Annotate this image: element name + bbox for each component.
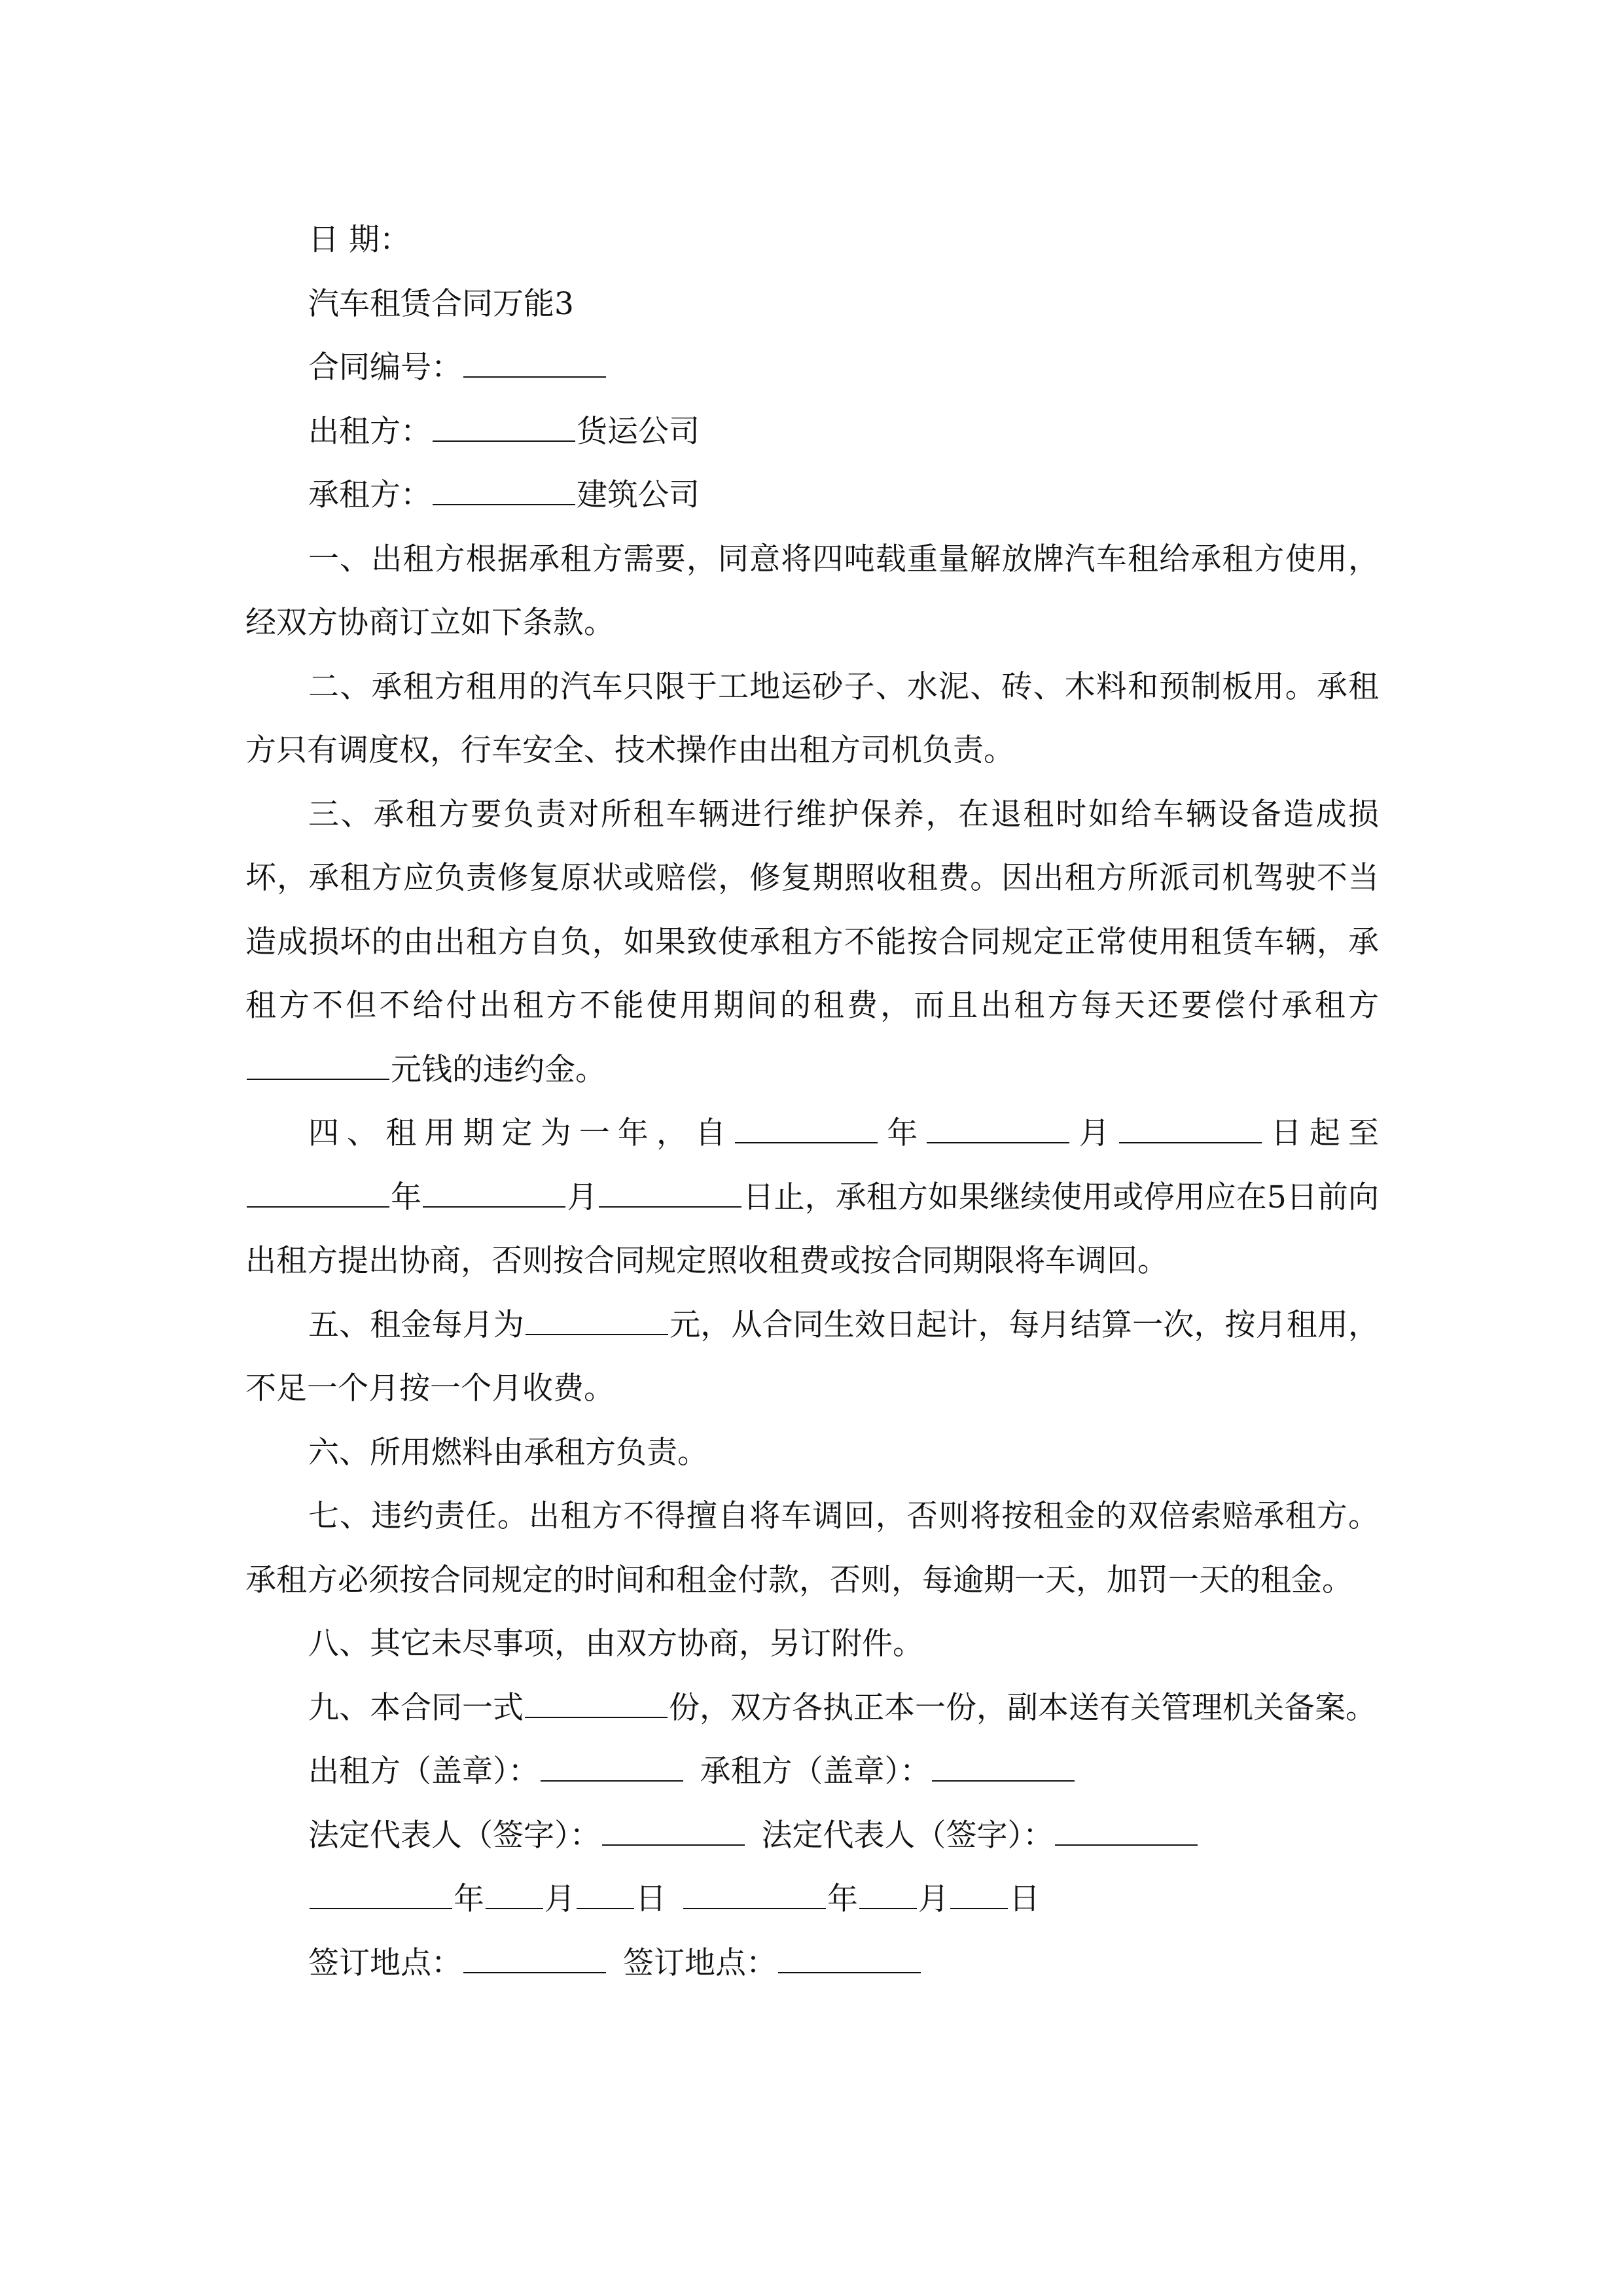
year-label: 年 [879, 1115, 926, 1151]
lessor-sign-month-blank[interactable] [486, 1876, 543, 1909]
sign-date-line [245, 1867, 1379, 1931]
lessee-place-blank[interactable] [778, 1939, 921, 1973]
lessor-label: 出租方： [308, 413, 431, 450]
start-day-blank[interactable] [1119, 1110, 1262, 1143]
lessor-sign-day-blank[interactable] [577, 1876, 634, 1909]
document-title [245, 272, 1379, 336]
lessor-rep-blank[interactable] [602, 1812, 745, 1845]
lessee-label: 承租方： [308, 477, 431, 513]
lessee-line [245, 463, 1379, 528]
clause-4-rest: 日止，承租方如果继续使用或停用应在5日前向出租方提出协商，否则按合同规定照收租费或按合同期限将车调回。 [245, 1179, 1380, 1279]
clause-2: 二、承租方租用的汽车只限于工地运砂子、水泥、砖、木料和预制板用。承租方只有调度权，行车安全、技术操作由出租方司机负责。 [245, 668, 1379, 768]
clause-1: 一、出租方根据承租方需要，同意将四吨载重量解放牌汽车租给承租方使用，经双方协商订立如下条款。 [245, 541, 1379, 641]
lessee-seal-blank[interactable] [932, 1748, 1075, 1782]
month-label: 月 [544, 1881, 575, 1917]
contract-number-blank[interactable] [463, 344, 606, 378]
start-month-blank[interactable] [927, 1110, 1069, 1143]
day-from-label: 日起至 [1262, 1115, 1380, 1151]
lessee-sign-month-blank[interactable] [859, 1876, 917, 1909]
lessee-rep-label: 法定代表人（签字）： [761, 1817, 1054, 1854]
lessee-place-label: 签订地点： [623, 1945, 777, 1981]
clause-4 [245, 1102, 1379, 1293]
contract-number-line [245, 336, 1379, 400]
clause-3 [245, 783, 1379, 1102]
month-label: 月 [567, 1179, 598, 1215]
seal-line [245, 1740, 1379, 1804]
day-label: 日 [635, 1881, 666, 1917]
lessor-place-blank[interactable] [463, 1939, 606, 1973]
lessee-sign-day-blank[interactable] [950, 1876, 1008, 1909]
end-month-blank[interactable] [423, 1174, 565, 1207]
lessor-sign-year-blank[interactable] [310, 1876, 452, 1909]
lessor-suffix: 货运公司 [577, 413, 700, 450]
contract-page [245, 208, 1379, 1995]
lessee-suffix: 建筑公司 [577, 477, 700, 513]
clause-5-text: 五、租金每月为 [308, 1306, 524, 1343]
month-label: 月 [918, 1881, 949, 1917]
clause-9 [245, 1676, 1379, 1740]
lessor-seal-label: 出租方（盖章）： [308, 1753, 539, 1789]
date-line [245, 208, 1379, 272]
sign-place-line [245, 1931, 1379, 1996]
lessee-rep-blank[interactable] [1055, 1812, 1198, 1845]
clause-3-text: 三、承租方要负责对所租车辆进行维护保养，在退租时如给车辆设备造成损坏，承租方应负责修复原状或赔偿，修复期照收租费。因出租方所派司机驾驶不当造成损坏的由出租方自负，如果致使承租方不能按合同规定正常使用租赁车辆，承租方不但不给付出租方不能使用期间的租费，而且出租方每天还要偿付承租方 [245, 796, 1379, 1024]
year-label: 年 [827, 1881, 858, 1917]
month-label: 月 [1071, 1115, 1118, 1151]
clause-5-rest: 元，从合同生效日起计，每月结算一次，按月租用，不足一个月按一个月收费。 [245, 1306, 1380, 1407]
date-label: 日 期： [308, 222, 410, 258]
year-label: 年 [391, 1179, 422, 1215]
lessor-rep-label: 法定代表人（签字）： [308, 1817, 601, 1854]
contract-number-label: 合同编号： [308, 350, 462, 386]
representative-line [245, 1804, 1379, 1868]
lessor-seal-blank[interactable] [541, 1748, 683, 1782]
day-label: 日 [1009, 1881, 1040, 1917]
lessor-place-label: 签订地点： [308, 1945, 462, 1981]
lessee-sign-year-blank[interactable] [683, 1876, 826, 1909]
clause-9-text: 九、本合同一式 [308, 1689, 524, 1726]
year-label: 年 [454, 1881, 484, 1917]
clause-4-text: 四、租用期定为一年，自 [308, 1115, 734, 1151]
clause-9-rest: 份，双方各执正本一份，副本送有关管理机关备案。 [669, 1689, 1376, 1726]
monthly-rent-blank[interactable] [526, 1301, 668, 1335]
start-year-blank[interactable] [735, 1110, 878, 1143]
clause-3-tail: 元钱的违约金。 [391, 1051, 606, 1088]
lessor-name-blank[interactable] [433, 408, 575, 441]
lessee-seal-label: 承租方（盖章）： [700, 1753, 931, 1789]
penalty-amount-blank[interactable] [247, 1046, 389, 1079]
title-text: 汽车租赁合同万能3 [308, 285, 574, 322]
clause-5 [245, 1293, 1379, 1421]
end-day-blank[interactable] [599, 1174, 741, 1207]
clause-8: 八、其它未尽事项，由双方协商，另订附件。 [308, 1626, 923, 1662]
lessor-line [245, 400, 1379, 464]
end-year-blank[interactable] [247, 1174, 389, 1207]
clause-7: 七、违约责任。出租方不得擅自将车调回，否则将按租金的双倍索赔承租方。承租方必须按合同规定的时间和租金付款，否则，每逾期一天，加罚一天的租金。 [245, 1498, 1379, 1598]
lessee-name-blank[interactable] [433, 472, 575, 505]
copies-count-blank[interactable] [525, 1684, 668, 1717]
clause-6: 六、所用燃料由承租方负责。 [308, 1434, 708, 1471]
